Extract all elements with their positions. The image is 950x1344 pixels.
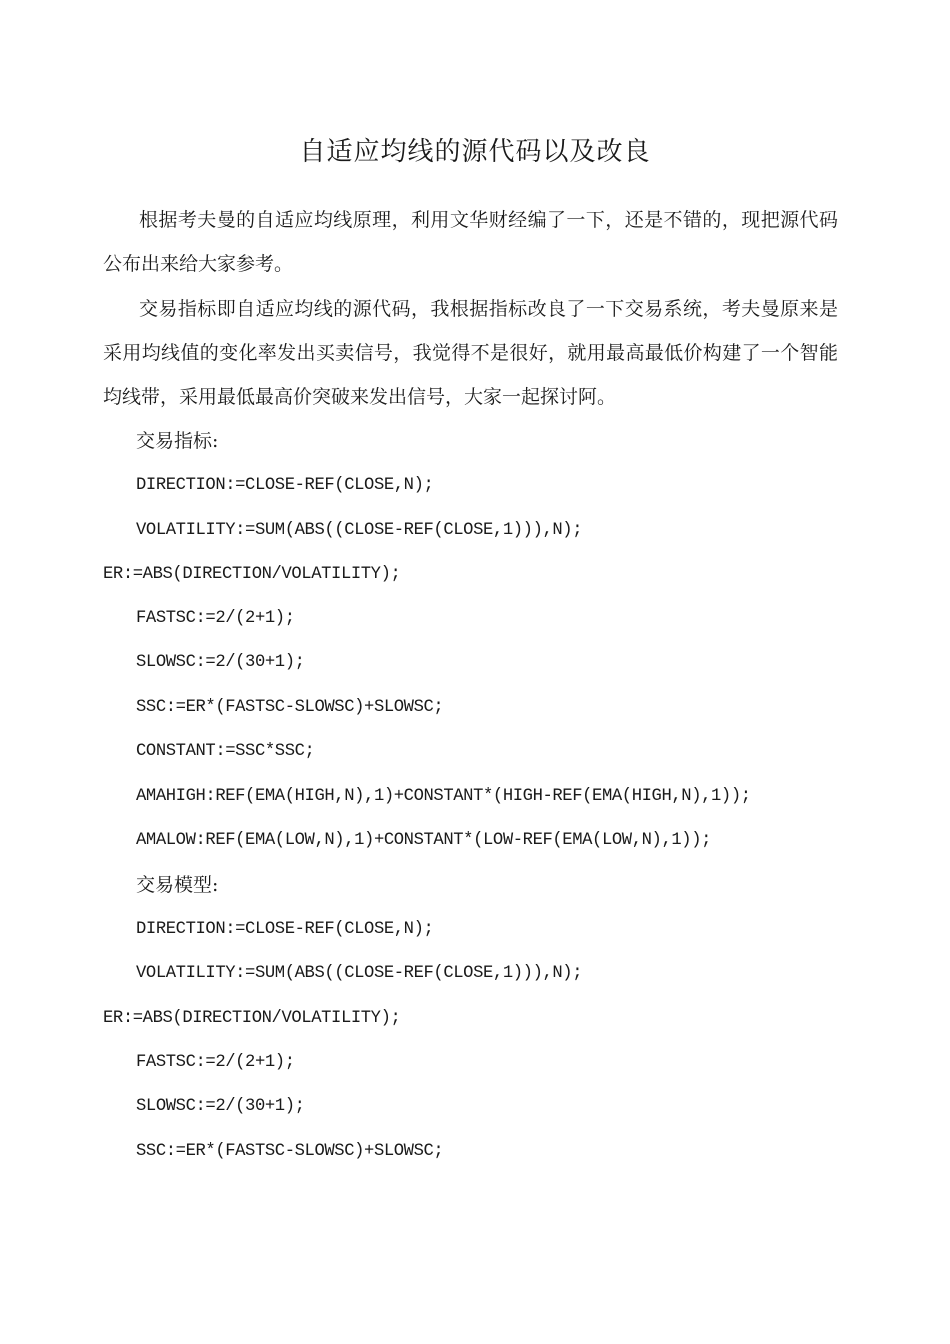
code-line: VOLATILITY:=SUM(ABS((CLOSE-REF(CLOSE,1))),N);	[136, 521, 583, 540]
code-line: SLOWSC:=2/(30+1);	[136, 1097, 305, 1116]
code-line: DIRECTION:=CLOSE-REF(CLOSE,N);	[136, 476, 434, 495]
intro-paragraph: 根据考夫曼的自适应均线原理，利用文华财经编了一下，还是不错的，现把源代码公布出来给大家参考。	[103, 209, 838, 275]
code-line: FASTSC:=2/(2+1);	[136, 609, 295, 628]
code-line: AMAHIGH:REF(EMA(HIGH,N),1)+CONSTANT*(HIGH-REF(EMA(HIGH,N),1));	[136, 787, 751, 806]
code-line: FASTSC:=2/(2+1);	[136, 1053, 295, 1072]
code-line: VOLATILITY:=SUM(ABS((CLOSE-REF(CLOSE,1))),N);	[136, 964, 583, 983]
code-line: SLOWSC:=2/(30+1);	[136, 653, 305, 672]
code-line: SSC:=ER*(FASTSC-SLOWSC)+SLOWSC;	[136, 1142, 444, 1161]
code-line: ER:=ABS(DIRECTION/VOLATILITY);	[103, 565, 401, 584]
description-paragraph: 交易指标即自适应均线的源代码，我根据指标改良了一下交易系统，考夫曼原来是采用均线值的变化率发出买卖信号，我觉得不是很好，就用最高最低价构建了一个智能均线带，采用最低最高价突破来发出信号，大家一起探讨阿。	[103, 298, 838, 408]
indicator-section-label: 交易指标:	[136, 430, 219, 452]
document-title: 自适应均线的源代码以及改良	[299, 137, 651, 167]
code-line: DIRECTION:=CLOSE-REF(CLOSE,N);	[136, 920, 434, 939]
code-line: SSC:=ER*(FASTSC-SLOWSC)+SLOWSC;	[136, 698, 444, 717]
model-section-label: 交易模型:	[136, 874, 219, 896]
code-line: ER:=ABS(DIRECTION/VOLATILITY);	[103, 1009, 401, 1028]
code-line: AMALOW:REF(EMA(LOW,N),1)+CONSTANT*(LOW-REF(EMA(LOW,N),1));	[136, 831, 712, 850]
code-line: CONSTANT:=SSC*SSC;	[136, 742, 315, 761]
